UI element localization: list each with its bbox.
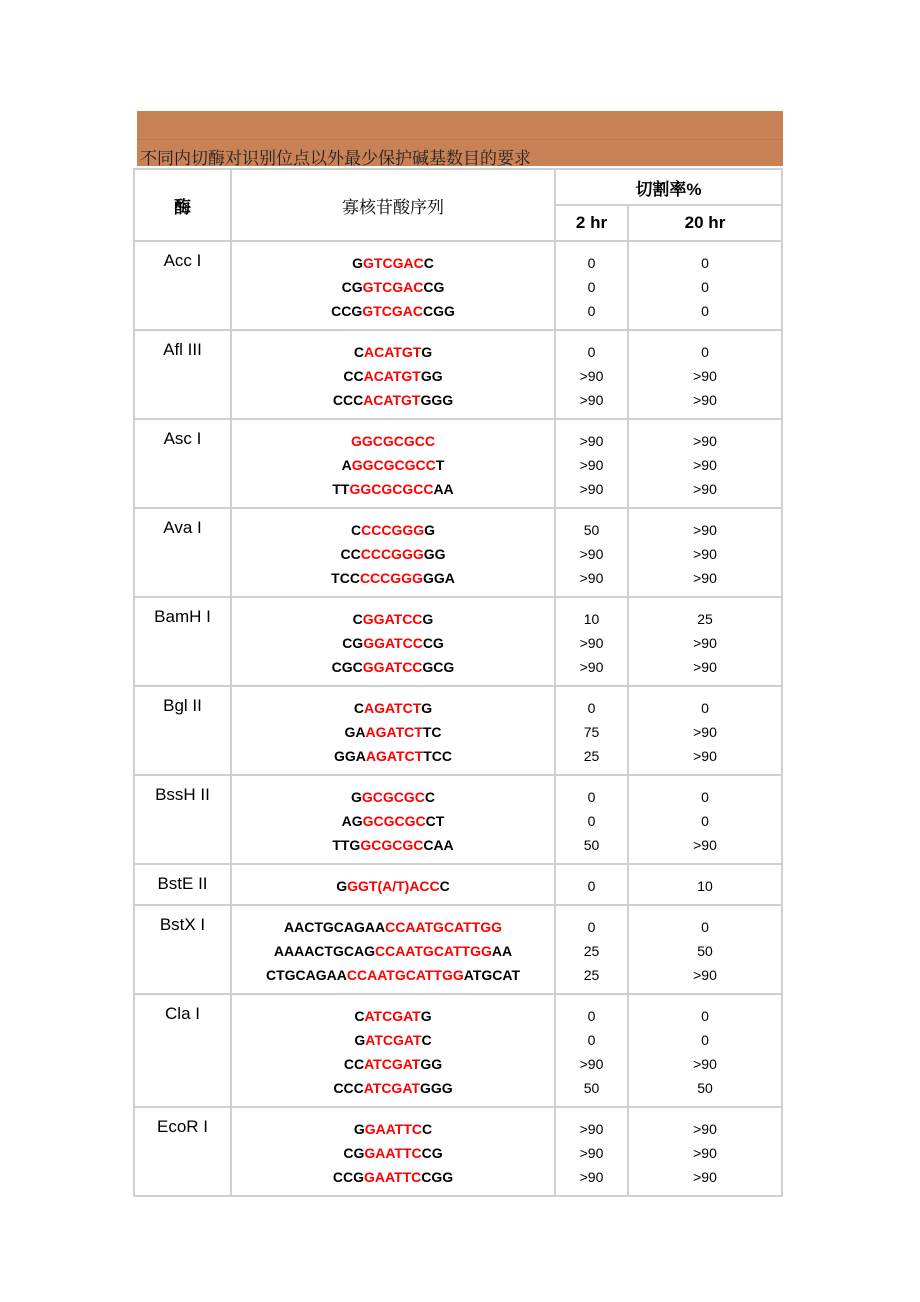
flank-5: C <box>353 700 364 716</box>
flank-3: AA <box>433 481 454 497</box>
cut-rate-value: >90 <box>693 1121 717 1137</box>
table-row <box>134 864 782 905</box>
flank-5: CCC <box>332 392 364 408</box>
enzyme-name: EcoR I <box>134 1107 231 1196</box>
cut-rate-2hr <box>555 241 628 330</box>
flank-5: G <box>350 789 362 805</box>
recognition-site: ATCGAT <box>364 1056 421 1072</box>
flank-5: CG <box>342 635 364 651</box>
recognition-site: GTCGAC <box>362 279 424 295</box>
flank-5: TTG <box>332 837 361 853</box>
flank-3: G <box>420 1008 432 1024</box>
flank-3: C <box>423 255 434 271</box>
cut-rate-value: 25 <box>697 611 713 627</box>
recognition-site: ATCGAT <box>364 1008 421 1024</box>
sequence-line <box>232 251 554 275</box>
recognition-site: CCCGGG <box>360 546 424 562</box>
cut-rate-20hr <box>628 419 782 508</box>
sequence-line <box>232 631 554 655</box>
cut-rate-value: 0 <box>587 789 596 805</box>
cut-rate-value: >90 <box>693 522 717 538</box>
cut-rate-value: >90 <box>693 570 717 586</box>
table-row <box>134 508 782 597</box>
sequence-line <box>232 1028 554 1052</box>
enzyme-name: Asc I <box>134 419 231 508</box>
cut-rate-value: >90 <box>693 1169 717 1185</box>
flank-5: CC <box>343 368 364 384</box>
enzyme-name: Afl III <box>134 330 231 419</box>
table-row <box>134 994 782 1107</box>
flank-5: CTGCAGAA <box>265 967 347 983</box>
cut-rate-value: 0 <box>587 255 596 271</box>
flank-5: C <box>353 344 364 360</box>
cut-rate-value: 0 <box>701 789 709 805</box>
cut-rate-2hr <box>555 1107 628 1196</box>
flank-5: CCG <box>331 303 363 319</box>
flank-5: CG <box>341 279 363 295</box>
cut-rate-value: >90 <box>693 748 717 764</box>
header-2hr: 2 hr <box>555 205 628 241</box>
cut-rate-value: >90 <box>693 659 717 675</box>
flank-3: C <box>422 1121 433 1137</box>
sequence-cell <box>231 686 555 775</box>
sequence-line <box>232 744 554 768</box>
enzyme-name: Bgl II <box>134 686 231 775</box>
cut-rate-value: >90 <box>579 368 604 384</box>
sequence-line <box>232 874 554 898</box>
flank-5: CCG <box>332 1169 364 1185</box>
sequence-line <box>232 720 554 744</box>
recognition-site: GAATTC <box>364 1145 422 1161</box>
cut-rate-2hr <box>555 330 628 419</box>
cut-rate-value: 0 <box>701 1008 709 1024</box>
sequence-cell <box>231 330 555 419</box>
cut-rate-20hr <box>628 508 782 597</box>
page-title: 不同内切酶对识别位点以外最少保护碱基数目的要求 <box>140 149 531 169</box>
recognition-site: GGATCC <box>362 611 423 627</box>
cut-rate-2hr <box>555 686 628 775</box>
cut-rate-value: >90 <box>693 433 717 449</box>
cut-rate-value: 0 <box>701 813 709 829</box>
enzyme-name: Acc I <box>134 241 231 330</box>
sequence-cell <box>231 1107 555 1196</box>
recognition-site: AGATCT <box>365 724 423 740</box>
cut-rate-value: >90 <box>579 392 604 408</box>
flank-3: CGG <box>422 303 455 319</box>
recognition-site: CCAATGCATTGG <box>346 967 464 983</box>
cut-rate-value: 25 <box>583 943 600 959</box>
flank-5: TCC <box>331 570 360 586</box>
recognition-site: GTCGAC <box>362 303 423 319</box>
cut-rate-value: 0 <box>587 279 596 295</box>
sequence-line <box>232 566 554 590</box>
sequence-cell <box>231 508 555 597</box>
cut-rate-2hr <box>555 864 628 905</box>
cut-rate-value: 25 <box>583 967 600 983</box>
cut-rate-20hr <box>628 1107 782 1196</box>
sequence-line <box>232 1052 554 1076</box>
flank-3: GG <box>420 1056 443 1072</box>
enzyme-name: BamH I <box>134 597 231 686</box>
cut-rate-2hr <box>555 508 628 597</box>
cut-rate-value: 50 <box>583 1080 600 1096</box>
flank-3: G <box>421 344 433 360</box>
cut-rate-value: 0 <box>587 813 596 829</box>
cut-rate-value: 0 <box>587 303 596 319</box>
sequence-cell <box>231 864 555 905</box>
cut-rate-value: >90 <box>693 724 717 740</box>
table-row <box>134 686 782 775</box>
header-cut-rate: 切割率% <box>555 169 782 205</box>
flank-3: CGG <box>421 1169 454 1185</box>
recognition-site: GCGCGC <box>362 813 426 829</box>
flank-3: GCG <box>422 659 455 675</box>
sequence-cell <box>231 905 555 994</box>
table-row <box>134 241 782 330</box>
cut-rate-value: >90 <box>693 368 717 384</box>
sequence-line <box>232 1076 554 1100</box>
banner-divider <box>137 139 783 140</box>
enzyme-name: Ava I <box>134 508 231 597</box>
flank-3: C <box>439 878 450 894</box>
flank-5: C <box>350 522 362 538</box>
cut-rate-value: >90 <box>579 481 604 497</box>
flank-3: T <box>435 457 445 473</box>
enzyme-name: BssH II <box>134 775 231 864</box>
sequence-cell <box>231 775 555 864</box>
flank-3: G <box>424 522 435 538</box>
cut-rate-20hr <box>628 330 782 419</box>
flank-3: GGG <box>420 392 454 408</box>
cut-rate-value: 0 <box>701 919 709 935</box>
recognition-site: CCCGGG <box>361 522 425 538</box>
cut-rate-value: >90 <box>579 570 604 586</box>
flank-5: G <box>353 1121 365 1137</box>
cut-rate-20hr <box>628 686 782 775</box>
enzyme-table <box>133 168 783 1197</box>
flank-5: TT <box>332 481 350 497</box>
cut-rate-2hr <box>555 905 628 994</box>
cut-rate-2hr <box>555 597 628 686</box>
recognition-site: GGATCC <box>363 635 423 651</box>
cut-rate-value: 0 <box>701 1032 709 1048</box>
recognition-site: ACATGT <box>363 368 421 384</box>
flank-3: C <box>424 789 435 805</box>
flank-5: AG <box>341 813 363 829</box>
table-row <box>134 419 782 508</box>
sequence-line <box>232 963 554 987</box>
recognition-site: ACATGT <box>363 392 421 408</box>
sequence-line <box>232 477 554 501</box>
flank-5: AACTGCAGAA <box>283 919 386 935</box>
sequence-line <box>232 275 554 299</box>
cut-rate-2hr <box>555 419 628 508</box>
cut-rate-value: 25 <box>583 748 600 764</box>
flank-5: CGC <box>331 659 363 675</box>
recognition-site: AGATCT <box>365 748 424 764</box>
flank-3: TCC <box>423 748 452 764</box>
cut-rate-value: 10 <box>697 878 713 894</box>
flank-5: CC <box>343 1056 365 1072</box>
sequence-line <box>232 340 554 364</box>
sequence-cell <box>231 994 555 1107</box>
flank-3: CAA <box>423 837 454 853</box>
flank-5: GGA <box>334 748 366 764</box>
sequence-line <box>232 1117 554 1141</box>
sequence-line <box>232 696 554 720</box>
sequence-cell <box>231 241 555 330</box>
cut-rate-20hr <box>628 905 782 994</box>
table-row <box>134 775 782 864</box>
recognition-site: AGATCT <box>363 700 422 716</box>
cut-rate-value: 0 <box>587 344 596 360</box>
cut-rate-value: 0 <box>587 878 596 894</box>
flank-3: AA <box>491 943 513 959</box>
cut-rate-20hr <box>628 864 782 905</box>
cut-rate-value: >90 <box>579 635 604 651</box>
sequence-line <box>232 1165 554 1189</box>
recognition-site: GGCGCGCC <box>351 457 436 473</box>
table-row <box>134 330 782 419</box>
flank-3: GGG <box>419 1080 453 1096</box>
cut-rate-value: >90 <box>693 837 717 853</box>
flank-3: GGA <box>422 570 455 586</box>
sequence-line <box>232 364 554 388</box>
sequence-line <box>232 453 554 477</box>
header-sequence: 寡核苷酸序列 <box>231 169 555 241</box>
cut-rate-value: 0 <box>587 919 596 935</box>
flank-3: GG <box>423 546 446 562</box>
recognition-site: CCAATGCATTGG <box>374 943 492 959</box>
flank-3: GG <box>420 368 443 384</box>
recognition-site: ATCGAT <box>363 1080 420 1096</box>
sequence-line <box>232 809 554 833</box>
sequence-cell <box>231 419 555 508</box>
cut-rate-2hr <box>555 775 628 864</box>
cut-rate-value: >90 <box>693 392 717 408</box>
cut-rate-value: >90 <box>579 433 604 449</box>
title-banner <box>137 111 783 169</box>
recognition-site: GCGCGC <box>361 789 425 805</box>
flank-3: C <box>421 1032 432 1048</box>
cut-rate-20hr <box>628 994 782 1107</box>
flank-5: C <box>354 1008 365 1024</box>
recognition-site: GAATTC <box>364 1121 423 1137</box>
recognition-site: GGATCC <box>362 659 423 675</box>
cut-rate-value: 50 <box>583 837 600 853</box>
cut-rate-value: 10 <box>583 611 600 627</box>
cut-rate-value: 0 <box>701 303 709 319</box>
cut-rate-value: 50 <box>697 943 713 959</box>
cut-rate-20hr <box>628 597 782 686</box>
recognition-site: GGT(A/T)ACC <box>347 878 440 894</box>
flank-3: CG <box>422 635 444 651</box>
flank-5: A <box>341 457 352 473</box>
cut-rate-value: 0 <box>587 1032 596 1048</box>
cut-rate-value: 0 <box>587 1008 596 1024</box>
cut-rate-value: >90 <box>579 457 604 473</box>
cut-rate-20hr <box>628 241 782 330</box>
cut-rate-value: >90 <box>693 1145 717 1161</box>
cut-rate-value: 0 <box>701 279 709 295</box>
sequence-line <box>232 607 554 631</box>
recognition-site: ACATGT <box>363 344 422 360</box>
cut-rate-value: >90 <box>579 1121 604 1137</box>
sequence-line <box>232 939 554 963</box>
flank-5: CG <box>343 1145 365 1161</box>
cut-rate-value: >90 <box>693 481 717 497</box>
cut-rate-value: 0 <box>701 700 709 716</box>
cut-rate-value: >90 <box>693 635 717 651</box>
enzyme-name: BstX I <box>134 905 231 994</box>
sequence-line <box>232 299 554 323</box>
cut-rate-value: >90 <box>693 967 717 983</box>
flank-3: TC <box>422 724 442 740</box>
cut-rate-value: >90 <box>579 1145 604 1161</box>
table-row <box>134 1107 782 1196</box>
flank-5: CCC <box>333 1080 364 1096</box>
sequence-cell <box>231 597 555 686</box>
header-20hr: 20 hr <box>628 205 782 241</box>
header-enzyme: 酶 <box>134 169 231 241</box>
cut-rate-value: 50 <box>697 1080 713 1096</box>
flank-3: G <box>421 700 433 716</box>
cut-rate-value: >90 <box>579 1056 604 1072</box>
flank-3: CT <box>425 813 445 829</box>
cut-rate-value: 0 <box>587 700 596 716</box>
cut-rate-value: >90 <box>579 659 604 675</box>
sequence-line <box>232 785 554 809</box>
enzyme-name: BstE II <box>134 864 231 905</box>
cut-rate-value: 0 <box>701 255 709 271</box>
flank-5: CC <box>340 546 361 562</box>
flank-5: G <box>352 255 364 271</box>
recognition-site: GGCGCGCC <box>351 433 435 449</box>
sequence-line <box>232 388 554 412</box>
cut-rate-value: >90 <box>579 1169 604 1185</box>
flank-3: CG <box>421 1145 443 1161</box>
sequence-line <box>232 429 554 453</box>
sequence-line <box>232 833 554 857</box>
recognition-site: ATCGAT <box>365 1032 422 1048</box>
sequence-line <box>232 1141 554 1165</box>
recognition-site: CCAATGCATTGG <box>385 919 503 935</box>
cut-rate-20hr <box>628 775 782 864</box>
flank-5: C <box>352 611 363 627</box>
sequence-line <box>232 655 554 679</box>
flank-5: AAAACTGCAG <box>273 943 375 959</box>
cut-rate-2hr <box>555 994 628 1107</box>
recognition-site: GAATTC <box>363 1169 422 1185</box>
sequence-line <box>232 1004 554 1028</box>
table-row <box>134 597 782 686</box>
flank-3: G <box>422 611 434 627</box>
cut-rate-value: 75 <box>583 724 600 740</box>
flank-3: CG <box>423 279 445 295</box>
cut-rate-value: >90 <box>693 1056 717 1072</box>
recognition-site: CCCGGG <box>359 570 423 586</box>
sequence-line <box>232 915 554 939</box>
cut-rate-value: 0 <box>701 344 709 360</box>
flank-5: G <box>336 878 348 894</box>
cut-rate-value: >90 <box>693 546 717 562</box>
recognition-site: GTCGAC <box>363 255 424 271</box>
cut-rate-value: >90 <box>693 457 717 473</box>
flank-3: ATGCAT <box>463 967 521 983</box>
flank-5: G <box>354 1032 366 1048</box>
sequence-line <box>232 518 554 542</box>
recognition-site: GCGCGC <box>360 837 424 853</box>
table-row <box>134 905 782 994</box>
enzyme-name: Cla I <box>134 994 231 1107</box>
recognition-site: GGCGCGCC <box>349 481 434 497</box>
flank-5: GA <box>344 724 366 740</box>
cut-rate-value: 50 <box>583 522 600 538</box>
sequence-line <box>232 542 554 566</box>
cut-rate-value: >90 <box>579 546 604 562</box>
